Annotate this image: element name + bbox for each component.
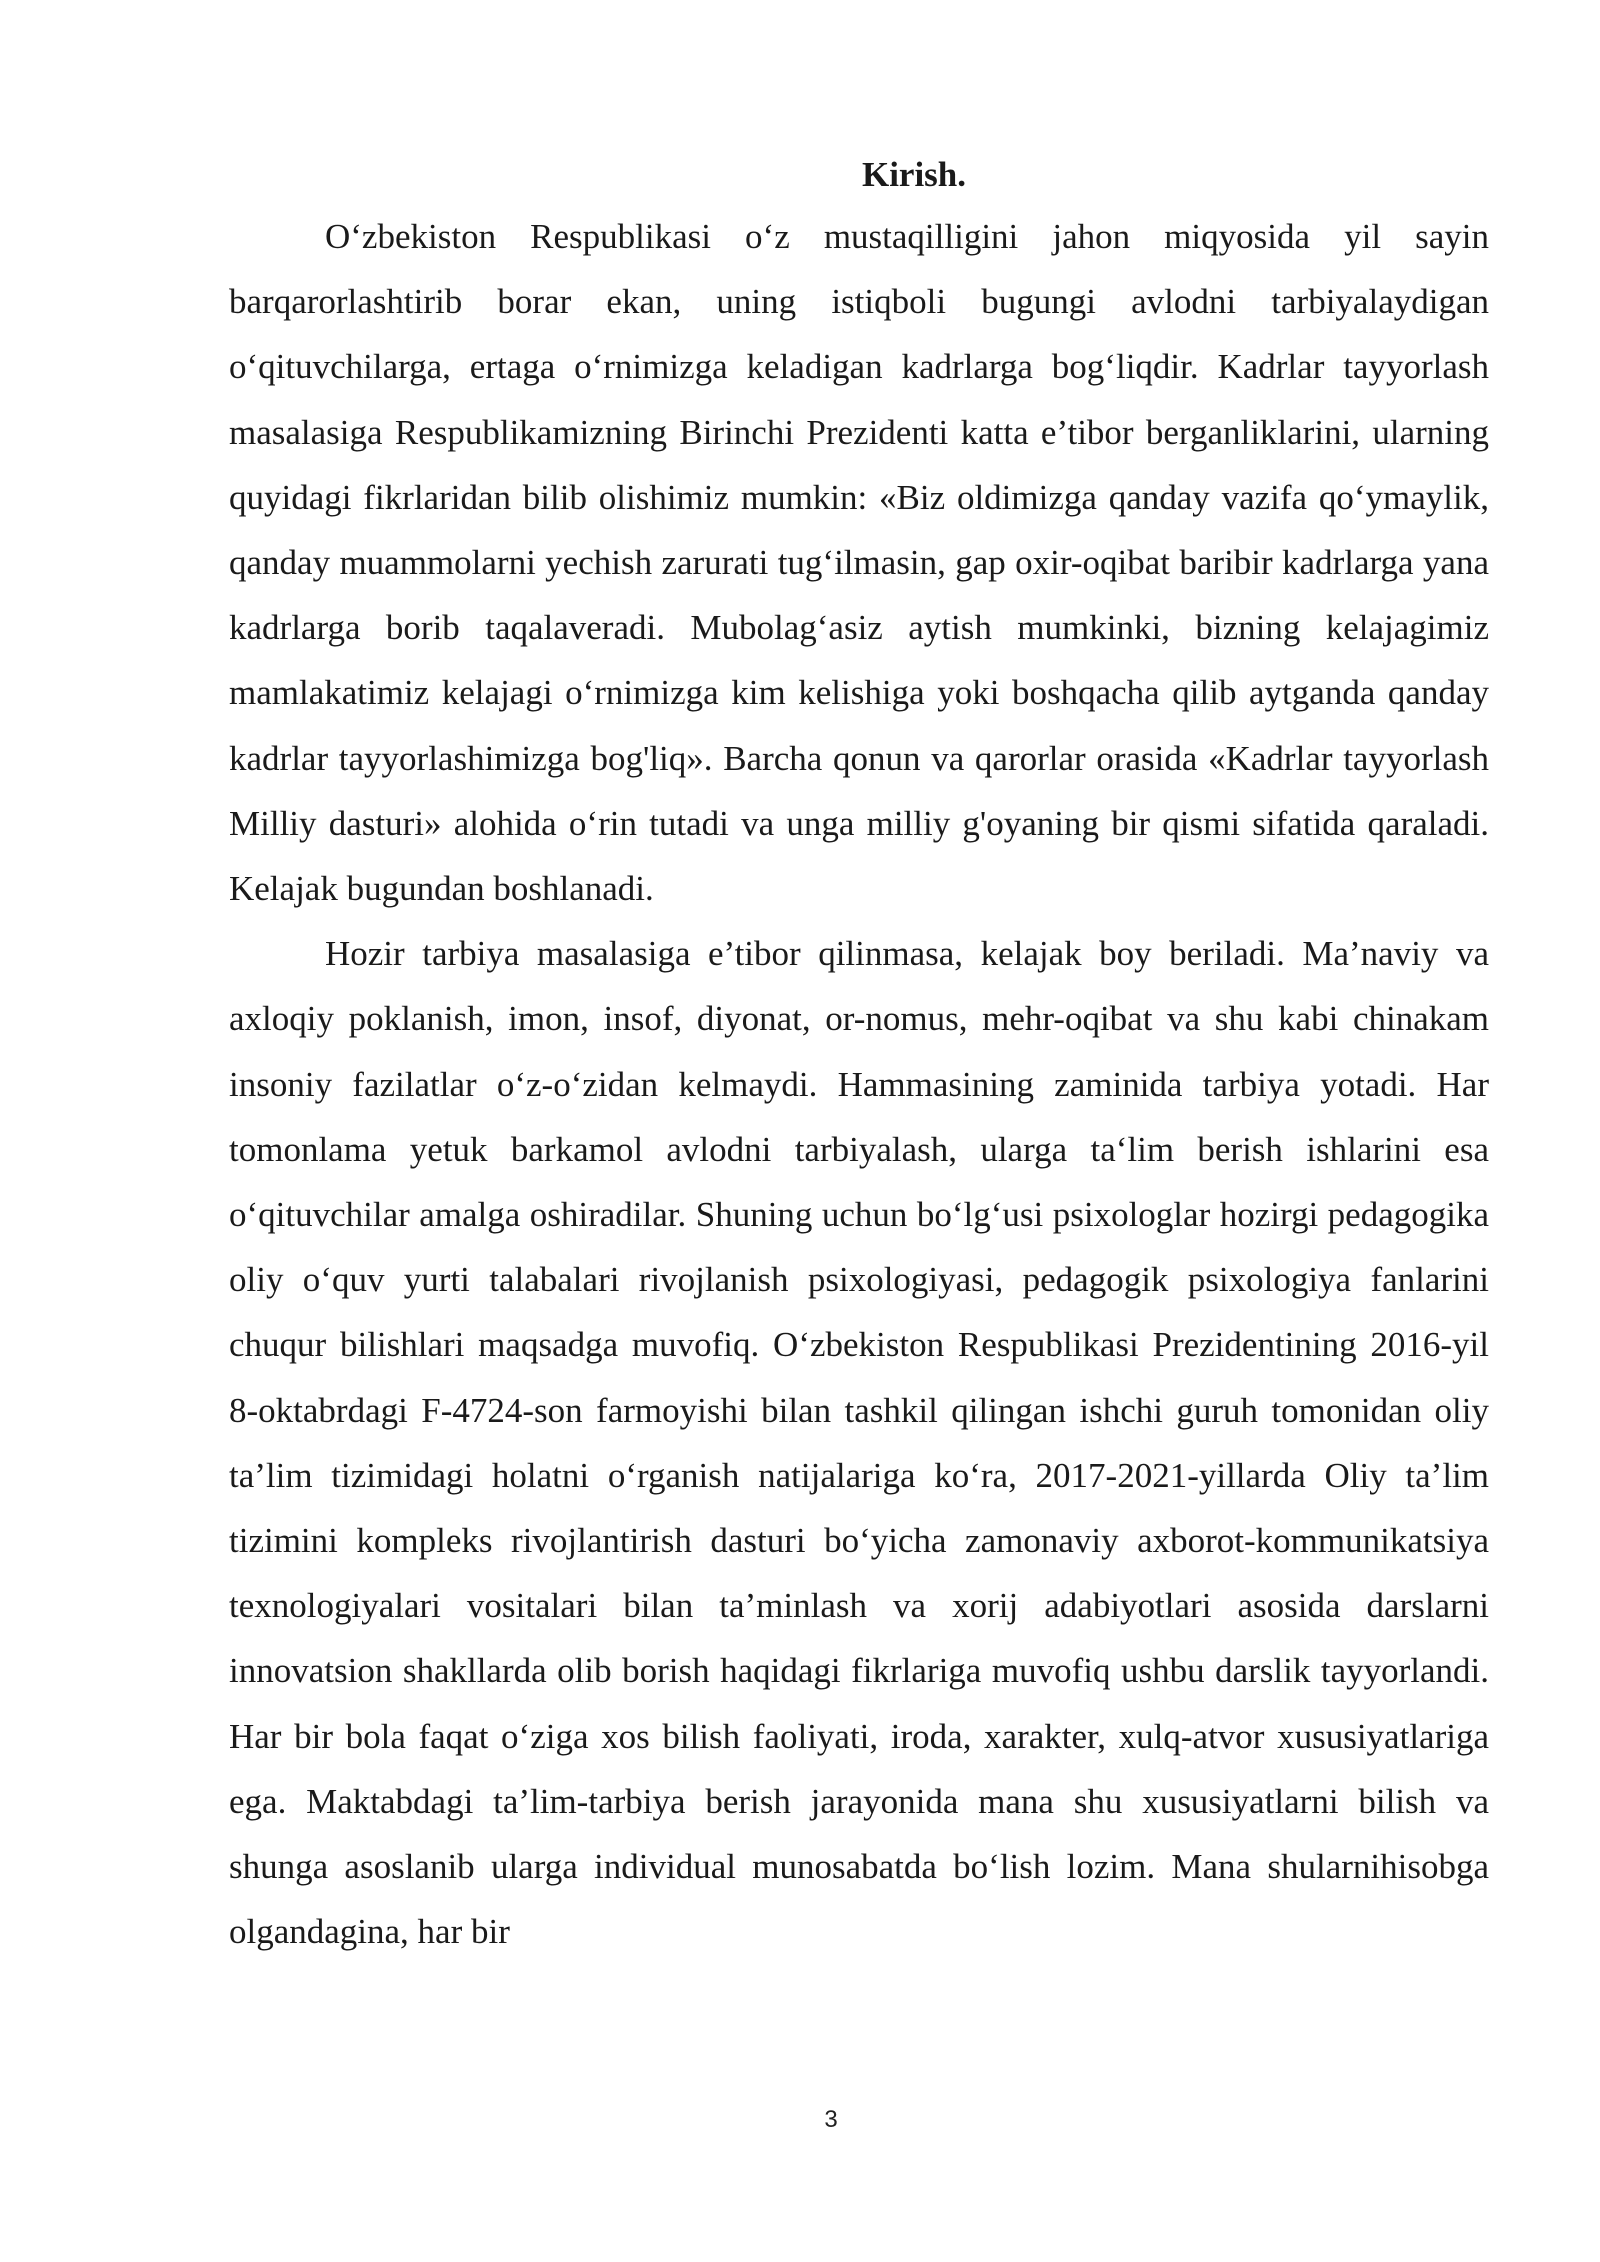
page-number: 3 [824,2106,838,2133]
paragraph-2: Hozir tarbiya masalasiga e’tibor qilinmasa, kelajak boy beriladi. Ma’naviy va axloqiy poklanish, imon, insof, diyonat, or-nomus, mehr-oqibat va shu kabi chinakam insoniy fazilatlar o‘z-o‘zidan kelmaydi. Hammasining zaminida tarbiya yotadi. Har tomonlama yetuk barkamol avlodni tarbiyalash, ularga ta‘lim berish ishlarini esa o‘qituvchilar amalga oshiradilar. Shuning uchun bo‘lg‘usi psixologlar hozirgi pedagogika oliy o‘quv yurti talabalari rivojlanish psixologiyasi, pedagogik psixologiya fanlarini chuqur bilishlari maqsadga muvofiq. O‘zbekiston Respublikasi Prezidentining 2016-yil 8-oktabrdagi F-4724-son farmoyishi bilan tashkil qilingan ishchi guruh tomonidan oliy ta’lim tizimidagi holatni o‘rganish natijalariga ko‘ra, 2017-2021-yillarda Oliy ta’lim tizimini kompleks rivojlantirish dasturi bo‘yicha zamonaviy axborot-kommunikatsiya texnologiyalari vositalari bilan ta’minlash va xorij adabiyotlari asosida darslarni innovatsion shakllarda olib borish haqidagi fikrlariga muvofiq ushbu darslik tayyorlandi. Har bir bola faqat o‘ziga xos bilish faoliyati, iroda, xarakter, xulq-atvor xususiyatlariga ega. Maktabdagi ta’lim-tarbiya berish jarayonida mana shu xususiyatlarni bilish va shunga asoslanib ularga individual munosabatda bo‘lish lozim. Mana shularnihisobga olgandagina, har bir [229,934,1489,1952]
section-title: Kirish. [861,155,967,194]
document-body [229,150,1489,1964]
paragraph-1: O‘zbekiston Respublikasi o‘z mustaqilligini jahon miqyosida yil sayin barqarorlashtirib borar ekan, uning istiqboli bugungi avlodni tarbiyalaydigan o‘qituvchilarga, ertaga o‘rnimizga keladigan kadrlarga bog‘liqdir. Kadrlar tayyorlash masalasiga Respublikamizning Birinchi Prezidenti katta e’tibor berganliklarini, ularning quyidagi fikrlaridan bilib olishimiz mumkin: «Biz oldimizga qanday vazifa qo‘ymaylik, qanday muammolarni yechish zarurati tug‘ilmasin, gap oxir-oqibat baribir kadrlarga yana kadrlarga borib taqalaveradi. Mubolag‘asiz aytish mumkinki, bizning kelajagimiz mamlakatimiz kelajagi o‘rnimizga kim kelishiga yoki boshqacha qilib aytganda qanday kadrlar tayyorlashimizga bog'liq». Barcha qonun va qarorlar orasida «Kadrlar tayyorlash Milliy dasturi» alohida o‘rin tutadi va unga milliy g'oyaning bir qismi sifatida qaraladi. Kelajak bugundan boshlanadi. [229,217,1489,909]
